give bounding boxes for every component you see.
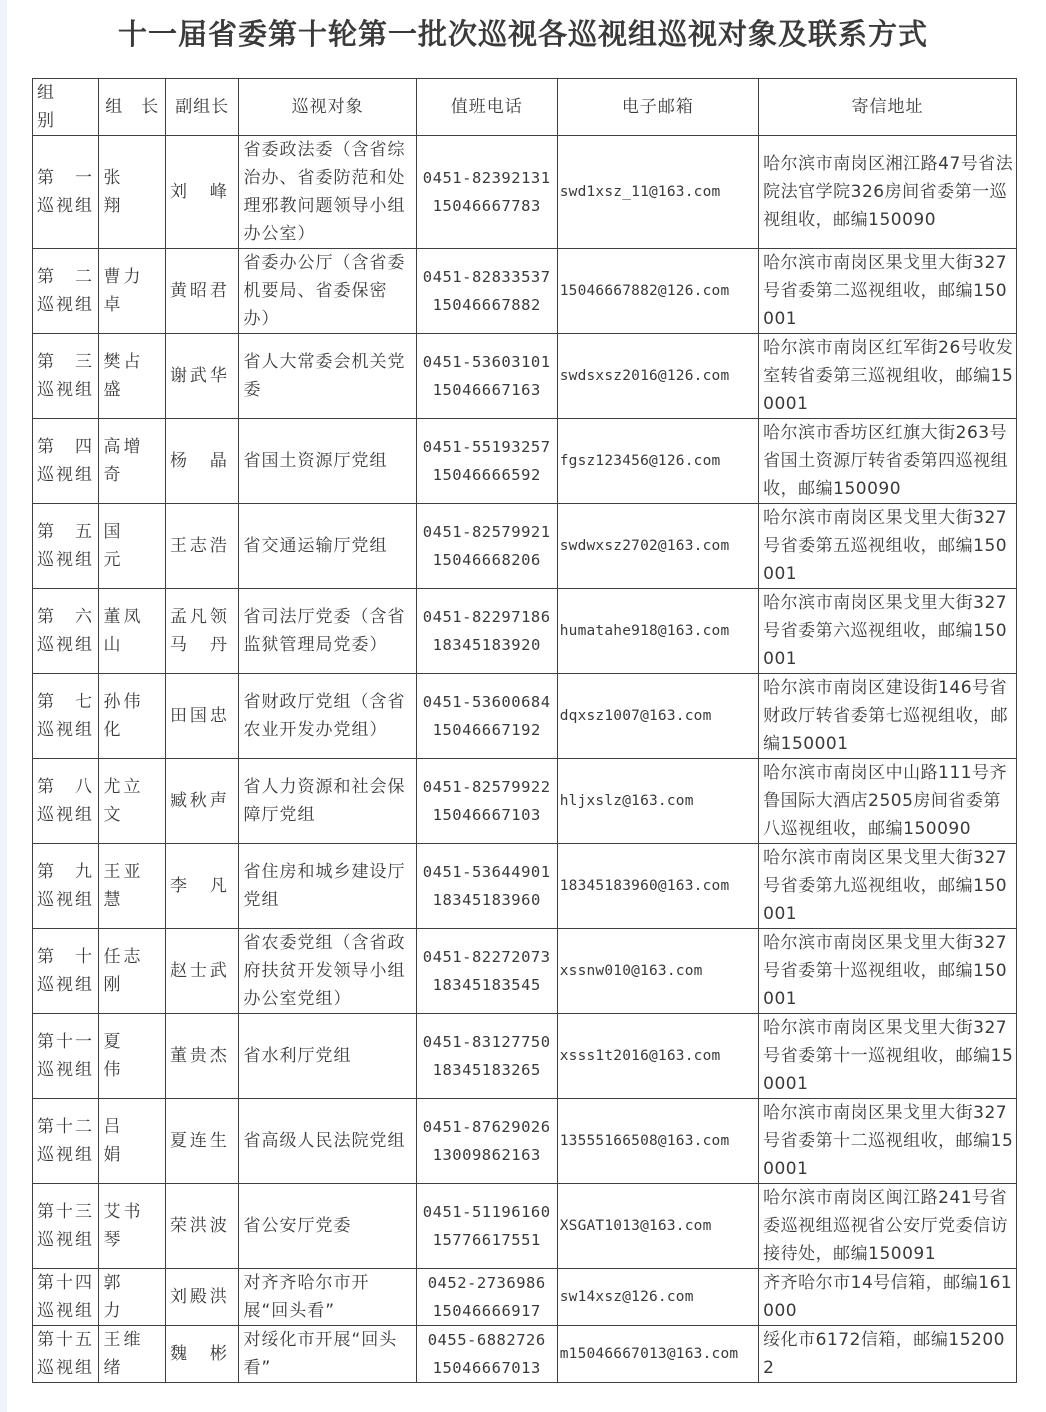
header-target: 巡视对象 <box>239 79 416 136</box>
table-row <box>33 674 1017 759</box>
address-cell: 哈尔滨市南岗区果戈里大街327号省委第六巡视组收，邮编150001 <box>759 589 1017 674</box>
table-row <box>33 249 1017 334</box>
email-cell: dqxsz1007@163.com <box>557 674 758 759</box>
deputy-cell: 黄昭君 <box>165 249 239 334</box>
target-cell: 省农委党组（含省政府扶贫开发领导小组办公室党组） <box>239 929 416 1014</box>
target-cell: 省交通运输厅党组 <box>239 504 416 589</box>
leader-cell: 王维绪 <box>99 1326 165 1383</box>
table-row <box>33 1014 1017 1099</box>
email-cell: swd1xsz_11@163.com <box>557 136 758 249</box>
leader-cell: 王亚慧 <box>99 844 165 929</box>
table-row <box>33 844 1017 929</box>
address-cell: 哈尔滨市南岗区果戈里大街327号省委第十二巡视组收，邮编150001 <box>759 1099 1017 1184</box>
group-cell: 第 七 巡视组 <box>33 674 99 759</box>
leader-cell: 任志刚 <box>99 929 165 1014</box>
header-address: 寄信地址 <box>759 79 1017 136</box>
address-cell: 哈尔滨市南岗区果戈里大街327号省委第十一巡视组收，邮编150001 <box>759 1014 1017 1099</box>
phone-cell: 0451-82579921 15046668206 <box>416 504 557 589</box>
email-cell: fgsz123456@126.com <box>557 419 758 504</box>
address-cell: 哈尔滨市香坊区红旗大街263号省国土资源厅转省委第四巡视组收，邮编150090 <box>759 419 1017 504</box>
leader-cell: 吕 娟 <box>99 1099 165 1184</box>
header-phone: 值班电话 <box>416 79 557 136</box>
target-cell: 省国土资源厅党组 <box>239 419 416 504</box>
leader-cell: 艾书琴 <box>99 1184 165 1269</box>
email-cell: sw14xsz@126.com <box>557 1269 758 1326</box>
group-cell: 第 十 巡视组 <box>33 929 99 1014</box>
table-row <box>33 1099 1017 1184</box>
phone-cell: 0451-53603101 15046667163 <box>416 334 557 419</box>
phone-cell: 0451-82297186 18345183920 <box>416 589 557 674</box>
group-cell: 第 五 巡视组 <box>33 504 99 589</box>
phone-cell: 0451-83127750 18345183265 <box>416 1014 557 1099</box>
left-margin-bar <box>0 0 7 1412</box>
leader-cell: 张 翔 <box>99 136 165 249</box>
deputy-cell: 刘殿洪 <box>165 1269 239 1326</box>
inspection-groups-table <box>32 78 1017 1383</box>
header-leader: 组 长 <box>99 79 165 136</box>
email-cell: 18345183960@163.com <box>557 844 758 929</box>
deputy-cell: 魏 彬 <box>165 1326 239 1383</box>
leader-cell: 董凤山 <box>99 589 165 674</box>
table-row <box>33 1184 1017 1269</box>
header-group: 组 别 <box>33 79 99 136</box>
phone-cell: 0451-82833537 15046667882 <box>416 249 557 334</box>
leader-cell: 曹力卓 <box>99 249 165 334</box>
deputy-cell: 夏连生 <box>165 1099 239 1184</box>
group-cell: 第十四 巡视组 <box>33 1269 99 1326</box>
group-cell: 第十一 巡视组 <box>33 1014 99 1099</box>
email-cell: swdwxsz2702@163.com <box>557 504 758 589</box>
page-title: 十一届省委第十轮第一批次巡视各巡视组巡视对象及联系方式 <box>117 17 928 51</box>
group-cell: 第十三 巡视组 <box>33 1184 99 1269</box>
phone-cell: 0452-2736986 15046666917 <box>416 1269 557 1326</box>
phone-cell: 0451-82272073 18345183545 <box>416 929 557 1014</box>
phone-cell: 0455-6882726 15046667013 <box>416 1326 557 1383</box>
target-cell: 省人大常委会机关党委 <box>239 334 416 419</box>
header-email: 电子邮箱 <box>557 79 758 136</box>
table-header-row <box>33 79 1017 136</box>
phone-cell: 0451-55193257 15046666592 <box>416 419 557 504</box>
leader-cell: 樊占盛 <box>99 334 165 419</box>
group-cell: 第 九 巡视组 <box>33 844 99 929</box>
phone-cell: 0451-51196160 15776617551 <box>416 1184 557 1269</box>
leader-cell: 孙伟化 <box>99 674 165 759</box>
leader-cell: 国 元 <box>99 504 165 589</box>
email-cell: XSGAT1013@163.com <box>557 1184 758 1269</box>
leader-cell: 尤立文 <box>99 759 165 844</box>
deputy-cell: 荣洪波 <box>165 1184 239 1269</box>
group-cell: 第 六 巡视组 <box>33 589 99 674</box>
leader-cell: 高增奇 <box>99 419 165 504</box>
target-cell: 省住房和城乡建设厅党组 <box>239 844 416 929</box>
target-cell: 省委政法委（含省综治办、省委防范和处理邪教问题领导小组办公室） <box>239 136 416 249</box>
address-cell: 哈尔滨市南岗区建设街146号省财政厅转省委第七巡视组收，邮编150001 <box>759 674 1017 759</box>
deputy-cell: 刘 峰 <box>165 136 239 249</box>
group-cell: 第 三 巡视组 <box>33 334 99 419</box>
phone-cell: 0451-87629026 13009862163 <box>416 1099 557 1184</box>
email-cell: 15046667882@126.com <box>557 249 758 334</box>
email-cell: swdsxsz2016@126.com <box>557 334 758 419</box>
leader-cell: 郭 力 <box>99 1269 165 1326</box>
email-cell: hljxslz@163.com <box>557 759 758 844</box>
deputy-cell: 田国忠 <box>165 674 239 759</box>
email-cell: xsss1t2016@163.com <box>557 1014 758 1099</box>
address-cell: 哈尔滨市南岗区果戈里大街327号省委第二巡视组收，邮编150001 <box>759 249 1017 334</box>
deputy-cell: 杨 晶 <box>165 419 239 504</box>
group-cell: 第 二 巡视组 <box>33 249 99 334</box>
deputy-cell: 王志浩 <box>165 504 239 589</box>
address-cell: 哈尔滨市南岗区果戈里大街327号省委第五巡视组收，邮编150001 <box>759 504 1017 589</box>
address-cell: 哈尔滨市南岗区红军街26号收发室转省委第三巡视组收，邮编150001 <box>759 334 1017 419</box>
deputy-cell: 李 凡 <box>165 844 239 929</box>
address-cell: 绥化市6172信箱，邮编152002 <box>759 1326 1017 1383</box>
target-cell: 省司法厅党委（含省监狱管理局党委） <box>239 589 416 674</box>
email-cell: xssnw010@163.com <box>557 929 758 1014</box>
address-cell: 哈尔滨市南岗区闽江路241号省委巡视组巡视省公安厅党委信访接待处，邮编150091 <box>759 1184 1017 1269</box>
address-cell: 哈尔滨市南岗区果戈里大街327号省委第九巡视组收，邮编150001 <box>759 844 1017 929</box>
table-row <box>33 929 1017 1014</box>
table-row <box>33 136 1017 249</box>
header-deputy: 副组长 <box>165 79 239 136</box>
leader-cell: 夏 伟 <box>99 1014 165 1099</box>
table-row <box>33 504 1017 589</box>
phone-cell: 0451-53600684 15046667192 <box>416 674 557 759</box>
target-cell: 对绥化市开展“回头看” <box>239 1326 416 1383</box>
deputy-cell: 臧秋声 <box>165 759 239 844</box>
address-cell: 哈尔滨市南岗区湘江路47号省法院法官学院326房间省委第一巡视组收，邮编150090 <box>759 136 1017 249</box>
target-cell: 省水利厅党组 <box>239 1014 416 1099</box>
target-cell: 省委办公厅（含省委机要局、省委保密办） <box>239 249 416 334</box>
target-cell: 省高级人民法院党组 <box>239 1099 416 1184</box>
group-cell: 第 四 巡视组 <box>33 419 99 504</box>
deputy-cell: 孟凡领 马 丹 <box>165 589 239 674</box>
group-cell: 第 一 巡视组 <box>33 136 99 249</box>
deputy-cell: 董贵杰 <box>165 1014 239 1099</box>
group-cell: 第 八 巡视组 <box>33 759 99 844</box>
target-cell: 省财政厅党组（含省农业开发办党组） <box>239 674 416 759</box>
address-cell: 哈尔滨市南岗区中山路111号齐鲁国际大酒店2505房间省委第八巡视组收，邮编150090 <box>759 759 1017 844</box>
target-cell: 省人力资源和社会保障厅党组 <box>239 759 416 844</box>
table-row <box>33 759 1017 844</box>
email-cell: humatahe918@163.com <box>557 589 758 674</box>
target-cell: 省公安厅党委 <box>239 1184 416 1269</box>
address-cell: 哈尔滨市南岗区果戈里大街327号省委第十巡视组收，邮编150001 <box>759 929 1017 1014</box>
table-row <box>33 589 1017 674</box>
phone-cell: 0451-82392131 15046667783 <box>416 136 557 249</box>
table-row <box>33 334 1017 419</box>
phone-cell: 0451-82579922 15046667103 <box>416 759 557 844</box>
table-row <box>33 419 1017 504</box>
table-row <box>33 1269 1017 1326</box>
table-row <box>33 1326 1017 1383</box>
email-cell: 13555166508@163.com <box>557 1099 758 1184</box>
address-cell: 齐齐哈尔市14号信箱，邮编161000 <box>759 1269 1017 1326</box>
group-cell: 第十二 巡视组 <box>33 1099 99 1184</box>
deputy-cell: 赵士武 <box>165 929 239 1014</box>
target-cell: 对齐齐哈尔市开展“回头看” <box>239 1269 416 1326</box>
email-cell: m15046667013@163.com <box>557 1326 758 1383</box>
group-cell: 第十五 巡视组 <box>33 1326 99 1383</box>
deputy-cell: 谢武华 <box>165 334 239 419</box>
phone-cell: 0451-53644901 18345183960 <box>416 844 557 929</box>
